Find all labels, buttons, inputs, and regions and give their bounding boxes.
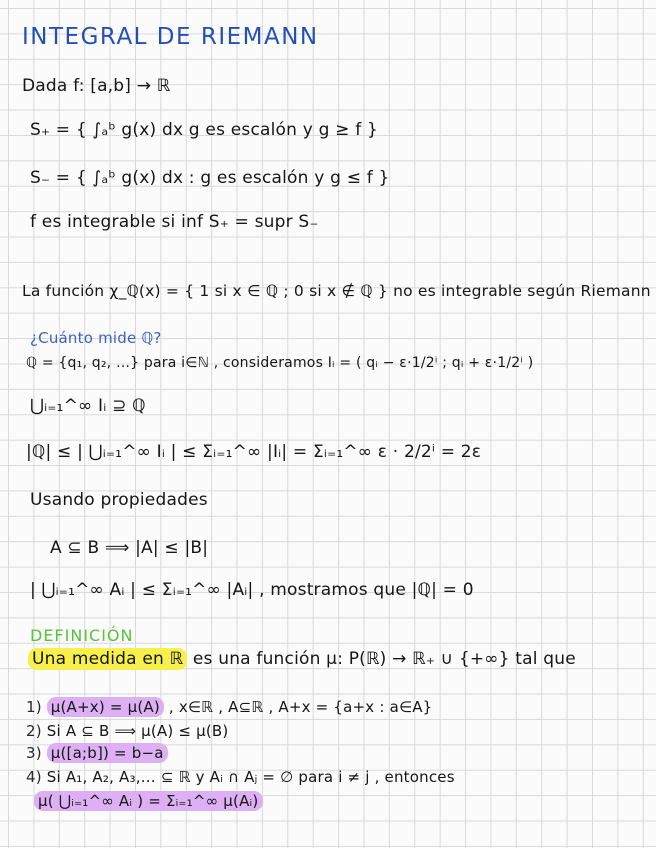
item-number: 1) [26,698,42,716]
definition-text: es una función μ: P(ℝ) → ℝ₊ ∪ {+∞} tal que [187,649,576,669]
item-text: Si A₁, A₂, A₃,… ⊆ ℝ y Aᵢ ∩ Aⱼ = ∅ para i ≠ j , entonces [46,768,455,786]
math-line: |ℚ| ≤ | ⋃ᵢ₌₁^∞ Iᵢ | ≤ Σᵢ₌₁^∞ |Iᵢ| = Σᵢ₌₁^∞ ε · 2/2ⁱ = 2ε [26,442,482,462]
item-number: 4) [26,768,42,786]
highlighted-term: Una medida en ℝ [28,648,187,670]
text-line: La función χ_ℚ(x) = { 1 si x ∈ ℚ ; 0 si x ∉ ℚ } no es integrable según Riemann [22,282,651,300]
text-line: ℚ = {q₁, q₂, …} para i∈ℕ , consideramos Iᵢ = ( qᵢ − ε·1/2ⁱ ; qᵢ + ε·1/2ⁱ ) [26,355,534,371]
list-item [26,770,455,785]
math-line: ⋃ᵢ₌₁^∞ Iᵢ ⊇ ℚ [30,396,146,416]
math-line: | ⋃ᵢ₌₁^∞ Aᵢ | ≤ Σᵢ₌₁^∞ |Aᵢ| , mostramos que |ℚ| = 0 [30,580,474,600]
math-line: A ⊆ B ⟹ |A| ≤ |B| [50,538,209,558]
page-title: INTEGRAL DE RIEMANN [22,24,319,50]
item-number: 3) [26,744,42,762]
list-item [26,700,432,715]
item-text: Si A ⊆ B ⟹ μ(A) ≤ μ(B) [46,722,229,740]
highlighted-formula: μ( ⋃ᵢ₌₁^∞ Aᵢ ) = Σᵢ₌₁^∞ μ(Aᵢ) [34,791,263,811]
definition-heading: DEFINICIÓN [30,626,134,645]
text-line: Dada f: [a,b] → ℝ [22,76,171,96]
item-number: 2) [26,722,42,740]
text-line: S₋ = { ∫ₐᵇ g(x) dx : g es escalón y g ≤ f } [30,168,390,188]
list-item [34,794,263,809]
text-line: S₊ = { ∫ₐᵇ g(x) dx g es escalón y g ≥ f } [30,120,379,140]
section-question: ¿Cuánto mide ℚ? [30,329,162,347]
text-line: Usando propiedades [30,490,208,510]
list-item [26,746,168,761]
text-line: f es integrable si inf S₊ = supr S₋ [30,212,319,232]
item-text: , x∈ℝ , A⊆ℝ , A+x = {a+x : a∈A} [163,698,433,716]
highlighted-formula: μ([a;b]) = b−a [47,743,168,763]
definition-line [28,651,576,668]
list-item [26,724,228,739]
highlighted-formula: μ(A+x) = μ(A) [47,697,164,717]
